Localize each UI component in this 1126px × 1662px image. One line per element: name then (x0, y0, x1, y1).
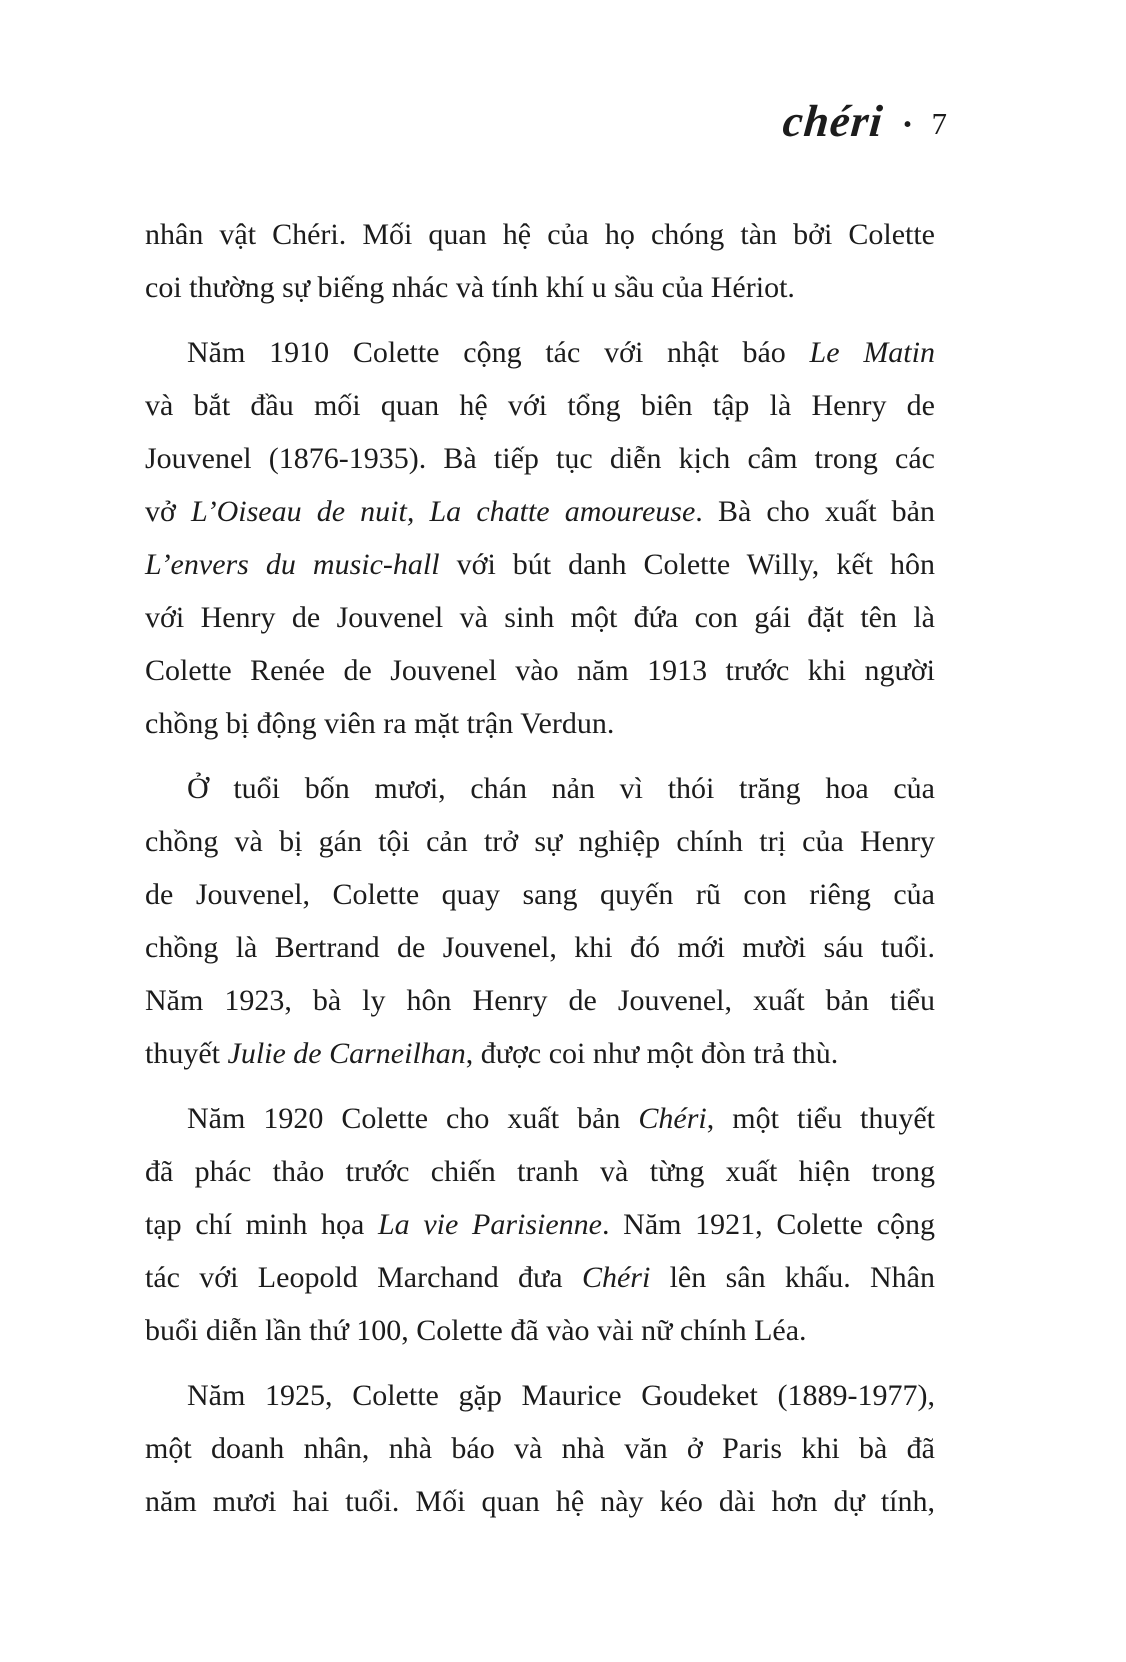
paragraph (145, 1369, 935, 1528)
text-segment: chồng bị động viên ra mặt trận Verdun. (145, 707, 615, 740)
text-segment: tác với Leopold Marchand đưa (145, 1261, 582, 1294)
text-segment: và bắt đầu mối quan hệ với tổng biên tập là Henry de (145, 389, 935, 422)
text-line (145, 1304, 935, 1357)
text-segment: năm mươi hai tuổi. Mối quan hệ này kéo dài hơn dự tính, (145, 1485, 935, 1518)
paragraph (145, 208, 935, 314)
italic-title-text: Julie de Carneilhan (227, 1037, 466, 1070)
paragraph (145, 1092, 935, 1357)
text-line (145, 591, 935, 644)
text-line (145, 697, 935, 750)
text-segment: coi thường sự biếng nhác và tính khí u sầu của Hériot. (145, 271, 795, 304)
text-segment: Colette Renée de Jouvenel vào năm 1913 trước khi người (145, 654, 935, 687)
text-segment: buổi diễn lần thứ 100, Colette đã vào vài nữ chính Léa. (145, 1314, 807, 1347)
italic-title-text: Chéri (581, 1261, 651, 1294)
italic-title-text: Le Matin (809, 336, 935, 369)
text-segment: Năm 1923, bà ly hôn Henry de Jouvenel, xuất bản tiểu (145, 984, 935, 1017)
text-line (145, 379, 935, 432)
text-segment: vở (145, 495, 192, 528)
text-segment: chồng là Bertrand de Jouvenel, khi đó mới mười sáu tuổi. (145, 931, 935, 964)
text-segment: Jouvenel (1876-1935). Bà tiếp tục diễn kịch câm trong các (145, 442, 935, 475)
text-line (145, 208, 935, 261)
text-segment: , một tiểu thuyết (706, 1102, 935, 1135)
text-line (145, 1475, 935, 1528)
text-line (145, 326, 935, 379)
text-segment: , được coi như một đòn trả thù. (465, 1037, 839, 1070)
text-line (145, 1369, 935, 1422)
text-segment: Năm 1910 Colette cộng tác với nhật báo (187, 336, 810, 369)
text-line (145, 1422, 935, 1475)
text-segment: . Năm 1921, Colette cộng (601, 1208, 935, 1241)
text-segment: với bút danh Colette Willy, kết hôn (439, 548, 935, 581)
text-line (145, 1198, 935, 1251)
text-segment: de Jouvenel, Colette quay sang quyến rũ con riêng của (145, 878, 935, 911)
text-line (145, 974, 935, 1027)
italic-title-text: L’Oiseau de nuit, La chatte amoureuse (191, 495, 696, 528)
text-line (145, 1092, 935, 1145)
paragraph (145, 326, 935, 750)
text-line (145, 921, 935, 974)
text-line (145, 485, 935, 538)
text-segment: một doanh nhân, nhà báo và nhà văn ở Paris khi bà đã (145, 1432, 935, 1465)
italic-title-text: L’envers du music-hall (145, 548, 440, 581)
italic-title-text: La vie Parisienne (378, 1208, 602, 1241)
text-segment: nhân vật Chéri. Mối quan hệ của họ chóng tàn bởi Colette (145, 218, 935, 251)
page-number: 7 (931, 105, 947, 141)
text-line (145, 432, 935, 485)
text-segment: . Bà cho xuất bản (695, 495, 935, 528)
text-line (145, 868, 935, 921)
italic-title-text: Chéri (638, 1102, 707, 1135)
running-header (145, 92, 947, 150)
text-line (145, 1027, 935, 1080)
text-segment: đã phác thảo trước chiến tranh và từng xuất hiện trong (145, 1155, 935, 1188)
text-segment: Năm 1920 Colette cho xuất bản (187, 1102, 639, 1135)
body-text (145, 208, 935, 1528)
text-line (145, 1145, 935, 1198)
text-segment: Ở tuổi bốn mươi, chán nản vì thói trăng hoa của (187, 772, 935, 805)
text-segment: thuyết (145, 1037, 228, 1070)
text-segment: chồng và bị gán tội cản trở sự nghiệp chính trị của Henry (145, 825, 935, 858)
text-segment: với Henry de Jouvenel và sinh một đứa con gái đặt tên là (145, 601, 935, 634)
text-line (145, 815, 935, 868)
text-line (145, 538, 935, 591)
paragraph (145, 762, 935, 1080)
text-segment: Năm 1925, Colette gặp Maurice Goudeket (1889-1977), (187, 1379, 935, 1412)
text-line (145, 1251, 935, 1304)
book-title: chéri (781, 95, 886, 146)
text-line (145, 261, 935, 314)
dot-separator: · (901, 104, 914, 144)
text-segment: lên sân khấu. Nhân (650, 1261, 936, 1294)
text-line (145, 762, 935, 815)
text-segment: tạp chí minh họa (145, 1208, 378, 1241)
text-line (145, 644, 935, 697)
